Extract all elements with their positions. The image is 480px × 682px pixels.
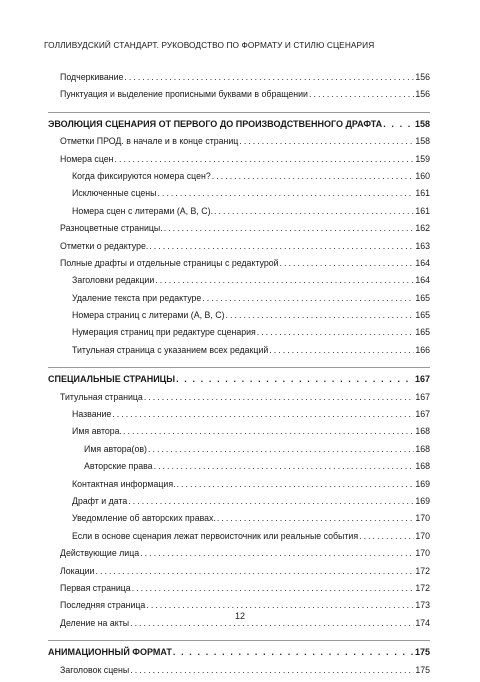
toc-entry-page: 164 bbox=[415, 257, 430, 268]
toc-entry-page: 159 bbox=[415, 153, 430, 164]
toc-entry-page: 158 bbox=[415, 136, 430, 147]
toc-section-heading[interactable] bbox=[48, 119, 430, 136]
dot-leader bbox=[112, 409, 414, 419]
toc-entry[interactable] bbox=[48, 206, 430, 223]
dot-leader bbox=[123, 426, 414, 436]
toc-entry-title: Исключенные сцены bbox=[72, 188, 157, 199]
toc-entry-title: Заголовок сцены bbox=[60, 664, 130, 675]
toc-entry-title: Полные драфты и отдельные страницы с редактурой bbox=[60, 257, 279, 268]
toc-entry[interactable] bbox=[48, 392, 430, 409]
toc-entry[interactable] bbox=[48, 275, 430, 292]
toc-entry-title: Уведомление об авторских правах. bbox=[72, 513, 216, 524]
toc-entry-page: 169 bbox=[415, 478, 430, 489]
toc-entry-page: 165 bbox=[415, 327, 430, 338]
dot-leader bbox=[144, 392, 414, 402]
dot-leader bbox=[155, 275, 414, 285]
toc-entry-page: 167 bbox=[415, 391, 430, 402]
toc-entry-title: Первая страница bbox=[60, 582, 131, 593]
dot-leader bbox=[157, 188, 414, 198]
toc-entry[interactable] bbox=[48, 171, 430, 188]
toc-entry-page: 162 bbox=[415, 223, 430, 234]
toc-entry[interactable] bbox=[48, 188, 430, 205]
toc-entry[interactable] bbox=[48, 72, 430, 89]
toc-entry[interactable] bbox=[48, 310, 430, 327]
dot-leader bbox=[148, 444, 414, 454]
toc-entry-page: 158 bbox=[414, 118, 430, 129]
toc-entry-page: 172 bbox=[415, 565, 430, 576]
toc-entry-page: 170 bbox=[415, 513, 430, 524]
toc-entry-page: 175 bbox=[414, 647, 430, 658]
toc-entry[interactable] bbox=[48, 258, 430, 275]
toc-entry[interactable] bbox=[48, 566, 430, 583]
toc-entry-title: Титульная страница с указанием всех редакций bbox=[72, 344, 269, 355]
toc-entry[interactable] bbox=[48, 89, 430, 106]
toc-entry-title: Контактная информация. bbox=[72, 478, 176, 489]
toc-entry-page: 168 bbox=[415, 443, 430, 454]
toc-entry-title: Если в основе сценария лежат первоисточник или реальные события bbox=[72, 530, 359, 541]
dot-leader bbox=[154, 461, 415, 471]
section-divider bbox=[48, 640, 430, 641]
toc-entry-title: Подчеркивание bbox=[60, 72, 124, 82]
dot-leader bbox=[140, 548, 414, 558]
toc-entry-page: 175 bbox=[415, 664, 430, 675]
toc-entry-page: 163 bbox=[415, 240, 430, 251]
toc-entry-page: 167 bbox=[415, 409, 430, 420]
dot-leader bbox=[217, 513, 414, 523]
toc-entry[interactable] bbox=[48, 513, 430, 530]
toc-entry-page: 161 bbox=[415, 188, 430, 199]
toc-entry[interactable] bbox=[48, 548, 430, 565]
section-divider bbox=[48, 367, 430, 368]
dot-leader bbox=[130, 665, 414, 675]
toc-entry-page: 170 bbox=[415, 530, 430, 541]
dot-leader bbox=[164, 223, 415, 233]
toc-entry[interactable] bbox=[48, 293, 430, 310]
toc-entry-page: 160 bbox=[415, 170, 430, 181]
table-of-contents bbox=[48, 72, 430, 682]
toc-entry[interactable] bbox=[48, 531, 430, 548]
toc-entry-title: Заголовки редакции bbox=[72, 275, 155, 286]
toc-entry[interactable] bbox=[48, 479, 430, 496]
dot-leader bbox=[257, 327, 415, 337]
dot-leader bbox=[269, 345, 414, 355]
toc-entry-title: АНИМАЦИОННЫЙ ФОРМАТ bbox=[48, 647, 172, 658]
toc-entry[interactable] bbox=[48, 223, 430, 240]
toc-entry[interactable] bbox=[48, 136, 430, 153]
dot-leader bbox=[132, 583, 415, 593]
toc-entry[interactable] bbox=[48, 241, 430, 258]
toc-entry[interactable] bbox=[48, 583, 430, 600]
toc-section-heading[interactable] bbox=[48, 374, 430, 391]
toc-entry-title: СПЕЦИАЛЬНЫЕ СТРАНИЦЫ bbox=[48, 374, 176, 385]
toc-entry-title: Номера сцен с литерами (A, B, C). bbox=[72, 205, 214, 216]
toc-entry[interactable] bbox=[48, 665, 430, 682]
toc-entry-title: Пунктуация и выделение прописными буквами в обращении bbox=[60, 89, 308, 100]
toc-entry-title: Название bbox=[72, 409, 112, 420]
dot-leader bbox=[124, 72, 414, 82]
dot-leader bbox=[146, 600, 414, 610]
toc-entry-page: 156 bbox=[415, 72, 430, 82]
toc-entry-title: Разноцветные страницы. bbox=[60, 223, 163, 234]
dot-leader bbox=[214, 206, 414, 216]
toc-entry[interactable] bbox=[48, 496, 430, 513]
dot-leader bbox=[383, 119, 414, 129]
toc-entry-title: Нумерация страниц при редактуре сценария bbox=[72, 327, 256, 338]
toc-entry-title: Действующие лица bbox=[60, 548, 140, 559]
toc-entry-page: 167 bbox=[414, 374, 430, 385]
dot-leader bbox=[239, 136, 414, 146]
toc-entry[interactable] bbox=[48, 154, 430, 171]
toc-entry-title: Имя автора(ов) bbox=[84, 443, 147, 454]
toc-entry-title: Номера сцен bbox=[60, 153, 114, 164]
toc-entry[interactable] bbox=[48, 461, 430, 478]
running-header: ГОЛЛИВУДСКИЙ СТАНДАРТ. РУКОВОДСТВО ПО ФОРМАТУ И СТИЛЮ СЦЕНАРИЯ bbox=[44, 40, 375, 50]
toc-entry-title: ЭВОЛЮЦИЯ СЦЕНАРИЯ ОТ ПЕРВОГО ДО ПРОИЗВОДСТВЕННОГО ДРАФТА bbox=[48, 118, 383, 129]
toc-entry-title: Авторские права bbox=[84, 461, 153, 472]
section-divider bbox=[48, 112, 430, 113]
dot-leader bbox=[212, 171, 415, 181]
toc-entry-title: Драфт и дата bbox=[72, 495, 128, 506]
page-number: 12 bbox=[234, 611, 245, 621]
toc-entry-page: 165 bbox=[415, 292, 430, 303]
dot-leader bbox=[226, 310, 415, 320]
toc-entry-title: Титульная страница bbox=[60, 391, 143, 402]
toc-entry-title: Отметки о редактуре. bbox=[60, 240, 149, 251]
toc-entry-title: Имя автора. bbox=[72, 426, 123, 437]
toc-entry-title: Деление на акты bbox=[60, 617, 130, 628]
toc-entry-page: 168 bbox=[415, 461, 430, 472]
toc-entry[interactable] bbox=[48, 426, 430, 443]
toc-entry-page: 173 bbox=[415, 600, 430, 611]
toc-entry-title: Удаление текста при редактуре bbox=[72, 292, 202, 303]
toc-entry[interactable] bbox=[48, 409, 430, 426]
toc-entry-page: 170 bbox=[415, 548, 430, 559]
toc-entry-page: 165 bbox=[415, 310, 430, 321]
dot-leader bbox=[280, 258, 415, 268]
toc-entry-page: 166 bbox=[415, 344, 430, 355]
toc-entry[interactable] bbox=[48, 345, 430, 362]
toc-entry[interactable] bbox=[48, 444, 430, 461]
dot-leader bbox=[177, 479, 415, 489]
toc-entry-title: Когда фиксируются номера сцен? bbox=[72, 170, 211, 181]
toc-entry-title: Последняя страница bbox=[60, 600, 146, 611]
toc-entry-title: Номера страниц с литерами (A, B, C) bbox=[72, 310, 225, 321]
dot-leader bbox=[202, 293, 414, 303]
dot-leader bbox=[309, 89, 414, 99]
dot-leader bbox=[173, 647, 414, 657]
toc-entry-page: 156 bbox=[415, 89, 430, 100]
toc-entry-page: 168 bbox=[415, 426, 430, 437]
toc-entry-page: 172 bbox=[415, 582, 430, 593]
toc-entry-title: Локации bbox=[60, 565, 95, 576]
toc-entry[interactable] bbox=[48, 327, 430, 344]
toc-entry-page: 161 bbox=[415, 205, 430, 216]
toc-entry-page: 169 bbox=[415, 495, 430, 506]
toc-entry-title: Отметки ПРОД. в начале и в конце страниц bbox=[60, 136, 239, 147]
dot-leader bbox=[115, 154, 415, 164]
dot-leader bbox=[149, 241, 414, 251]
dot-leader bbox=[128, 496, 414, 506]
dot-leader bbox=[176, 374, 414, 384]
toc-entry-page: 174 bbox=[415, 617, 430, 628]
dot-leader bbox=[359, 531, 414, 541]
toc-entry-page: 164 bbox=[415, 275, 430, 286]
dot-leader bbox=[95, 566, 414, 576]
